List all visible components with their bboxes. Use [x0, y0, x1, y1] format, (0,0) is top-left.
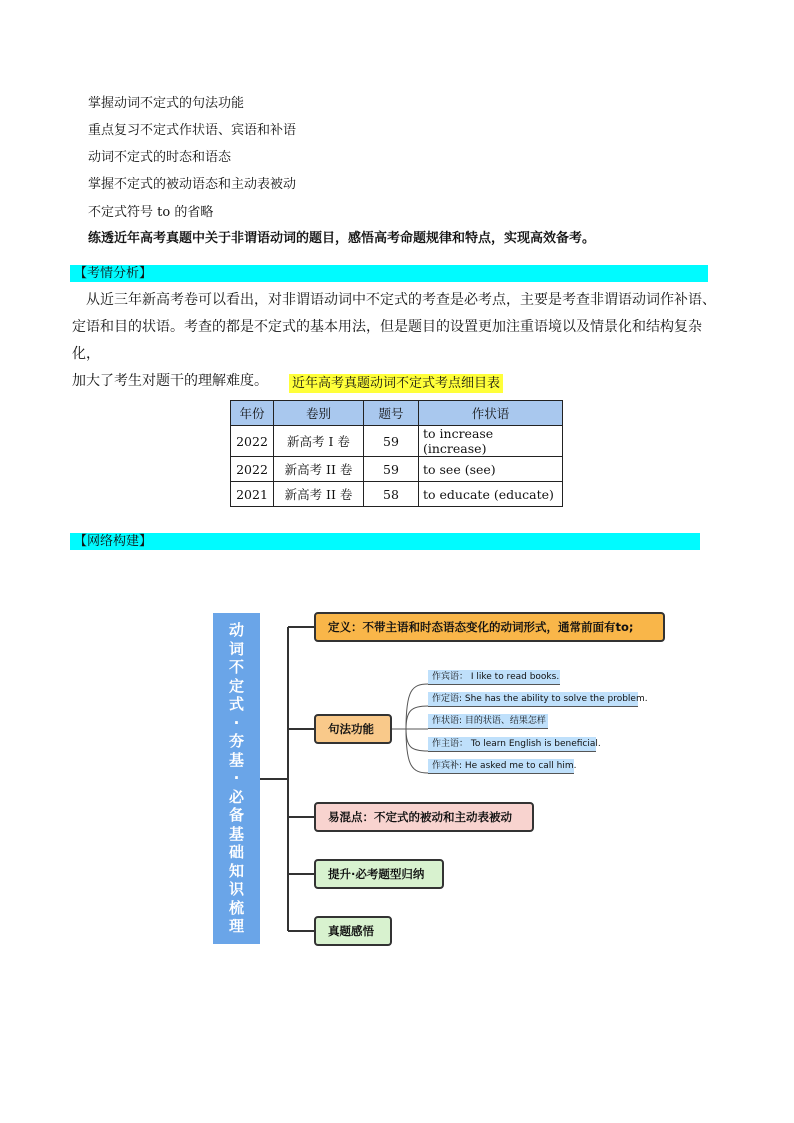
node-real-exam: 真题感悟 — [314, 916, 392, 946]
root-char: 词 — [228, 639, 244, 658]
table-cell-number: 59 — [364, 426, 419, 457]
root-char: 基 — [228, 750, 244, 769]
table-cell-year: 2021 — [231, 482, 274, 507]
table-header-year: 年份 — [231, 401, 274, 426]
goal-item-2: 重点复习不定式作状语、宾语和补语 — [88, 123, 297, 138]
syntax-fork-2 — [406, 706, 428, 729]
analysis-line-1: 从近三年新高考卷可以看出，对非谓语动词中不定式的考查是必考点，主要是考查非谓语动词作补语、 — [86, 292, 716, 308]
root-char: 梳 — [228, 898, 244, 917]
root-char: 定 — [228, 676, 244, 695]
node-definition: 定义：不带主语和时态语态变化的动词形式，通常前面有to; — [314, 612, 665, 642]
root-char: 理 — [228, 917, 244, 936]
goal-item-6: 练透近年高考真题中关于非谓语动词的题目，感悟高考命题规律和特点，实现高效备考。 — [88, 231, 596, 246]
root-char: 知 — [228, 861, 244, 880]
root-char: · — [233, 713, 240, 732]
table-header-usage: 作状语 — [419, 401, 563, 426]
analysis-line-3: 加大了考生对题干的理解难度。 — [72, 373, 268, 389]
syntax-item-adverbial: 作状语: 目的状语、结果怎样 — [428, 714, 548, 729]
table-cell-number: 58 — [364, 482, 419, 507]
node-confusion: 易混点：不定式的被动和主动表被动 — [314, 802, 534, 832]
table-cell-paper: 新高考 I 卷 — [274, 426, 364, 457]
syntax-fork-4 — [406, 729, 428, 751]
goal-item-1: 掌握动词不定式的句法功能 — [88, 96, 245, 111]
node-syntax-function: 句法功能 — [314, 714, 392, 744]
table-cell-usage: to increase (increase) — [419, 426, 563, 457]
table-header-number: 题号 — [364, 401, 419, 426]
table-cell-usage: to see (see) — [419, 457, 563, 482]
table-cell-usage: to educate (educate) — [419, 482, 563, 507]
goal-item-4: 掌握不定式的被动语态和主动表被动 — [88, 177, 297, 192]
syntax-item-subject: 作主语： To learn English is beneficial. — [428, 737, 596, 752]
syntax-item-attributive: 作定语: She has the ability to solve the problem. — [428, 692, 638, 707]
root-char: 识 — [228, 880, 244, 899]
root-char: · — [233, 769, 240, 788]
mindmap-root — [213, 613, 260, 944]
table-header-paper: 卷别 — [274, 401, 364, 426]
root-char: 不 — [228, 658, 244, 677]
table-title: 近年高考真题动词不定式考点细目表 — [289, 374, 503, 393]
root-char: 基 — [228, 824, 244, 843]
node-improve: 提升·必考题型归纳 — [314, 859, 444, 889]
root-char: 动 — [228, 621, 244, 640]
goal-item-3: 动词不定式的时态和语态 — [88, 150, 232, 165]
table-cell-paper: 新高考 II 卷 — [274, 482, 364, 507]
syntax-item-object: 作宾语： I like to read books. — [428, 670, 560, 685]
table-cell-paper: 新高考 II 卷 — [274, 457, 364, 482]
table-cell-number: 59 — [364, 457, 419, 482]
root-char: 夯 — [228, 732, 244, 751]
root-char: 备 — [228, 806, 244, 825]
table-cell-year: 2022 — [231, 426, 274, 457]
root-char: 必 — [228, 787, 244, 806]
syntax-item-complement: 作宾补: He asked me to call him. — [428, 759, 574, 774]
section-heading-analysis: 【考情分析】 — [70, 265, 708, 282]
table-cell-year: 2022 — [231, 457, 274, 482]
root-char: 础 — [228, 843, 244, 862]
section-heading-network: 【网络构建】 — [70, 533, 700, 550]
analysis-line-2: 定语和目的状语。考查的都是不定式的基本用法，但是题目的设置更加注重语境以及情景化和结构复杂化， — [72, 319, 702, 362]
root-char: 式 — [228, 695, 244, 714]
goal-item-5: 不定式符号 to 的省略 — [88, 205, 214, 220]
